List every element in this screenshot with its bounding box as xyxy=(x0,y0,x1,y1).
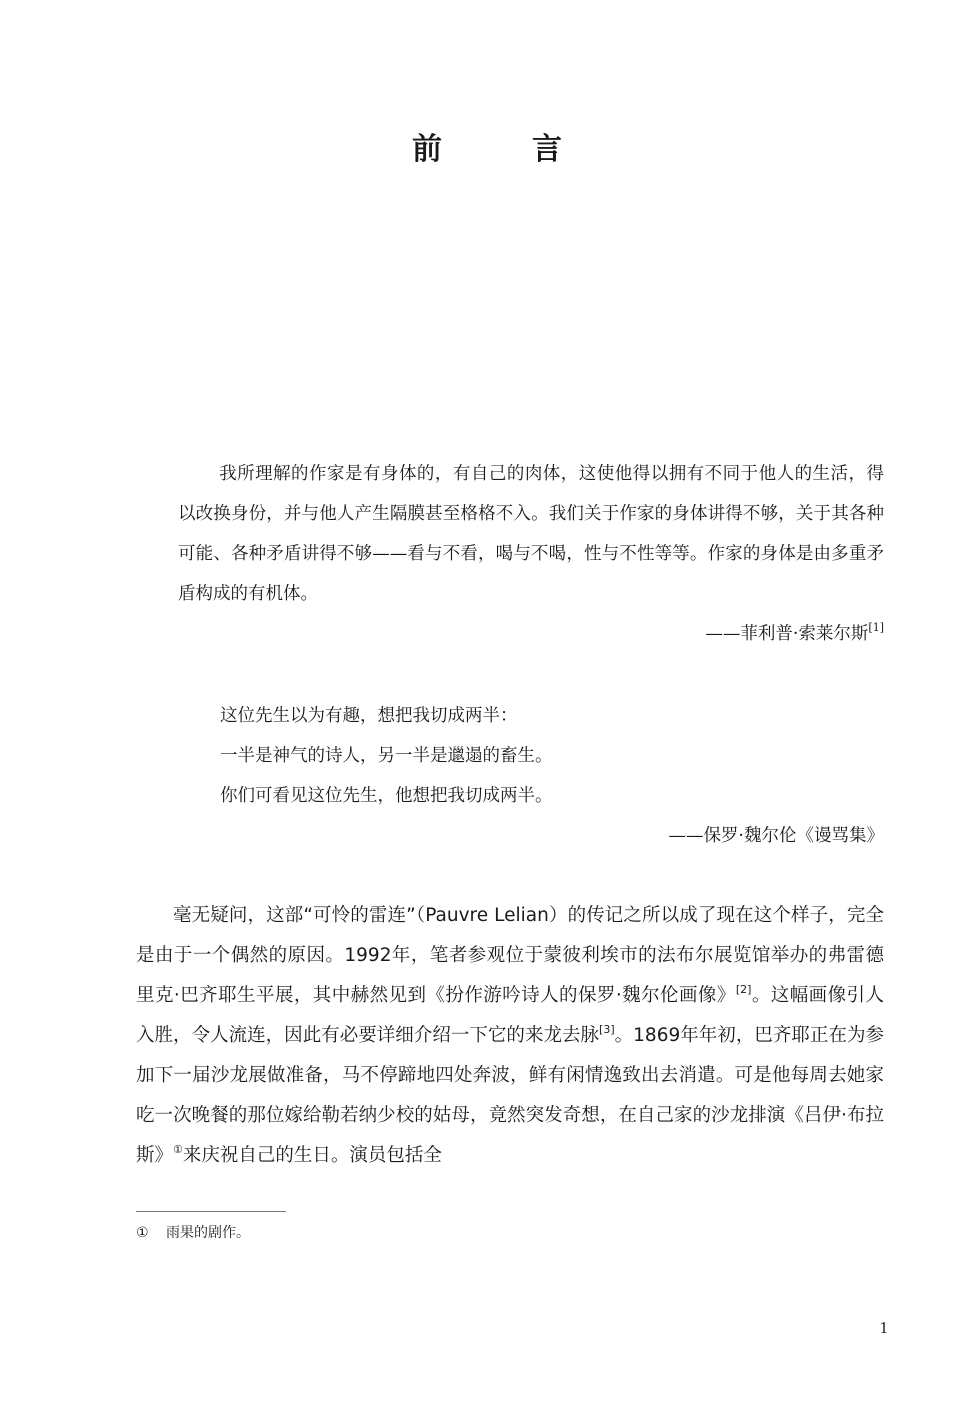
footnote-text: 雨果的剧作。 xyxy=(166,1225,250,1241)
verse-line: 这位先生以为有趣，想把我切成两半： xyxy=(220,706,518,726)
body-text-segment: 。1869年年初，巴齐耶正在为参加下一届沙龙展做准备，马不停蹄地四处奔波，鲜有闲情逸致出去消遣。可是他每周去她家吃一次晚餐的那位嫁给勒若纳少校的姑母，竟然突发奇想，在自己家的沙龙排演《吕伊·布拉斯》 xyxy=(136,1025,884,1166)
body-text-segment: 来庆祝自己的生日。演员包括全 xyxy=(182,1145,442,1166)
body-paragraph xyxy=(136,896,884,1176)
page-title: 前 言 xyxy=(412,132,592,167)
footnote-divider xyxy=(136,1211,286,1212)
endnote-ref-3: [3] xyxy=(599,1023,615,1036)
verse-line: 你们可看见这位先生，他想把我切成两半。 xyxy=(220,786,553,806)
page-number: 1 xyxy=(879,1318,888,1337)
epigraph-verlaine xyxy=(178,696,884,856)
body-text-segment: 毫无疑问，这部“可怜的雷连”（Pauvre Lelian）的传记之所以成了现在这个样子，完全是由于一个偶然的原因。1992年，笔者参观位于蒙彼利埃市的法布尔展览馆举办的弗雷德里克·巴齐耶生平展，其中赫然见到《扮作游吟诗人的保罗·魏尔伦画像》 xyxy=(136,905,884,1006)
body-text-segment: 。这幅画像引人入胜，令人流连，因此有必要详细介绍一下它的来龙去脉 xyxy=(136,985,884,1046)
epigraph-attribution: ——保罗·魏尔伦《谩骂集》 xyxy=(668,826,884,846)
endnote-ref-1: [1] xyxy=(868,621,884,634)
epigraph-attribution xyxy=(178,614,884,654)
footnote-mark: ① xyxy=(136,1225,149,1241)
epigraph-sollers xyxy=(178,454,884,654)
attribution-author: ——菲利普·索莱尔斯 xyxy=(705,624,869,644)
epigraph-text: 我所理解的作家是有身体的，有自己的肉体，这使他得以拥有不同于他人的生活，得以改换身份，并与他人产生隔膜甚至格格不入。我们关于作家的身体讲得不够，关于其各种可能、各种矛盾讲得不够——看与不看，喝与不喝，性与不性等等。作家的身体是由多重矛盾构成的有机体。 xyxy=(178,464,884,604)
verse-line: 一半是神气的诗人，另一半是邋遢的畜生。 xyxy=(220,746,553,766)
endnote-ref-2: [2] xyxy=(735,983,752,996)
footnote-ref: ① xyxy=(173,1143,183,1156)
footnote xyxy=(136,1222,250,1242)
